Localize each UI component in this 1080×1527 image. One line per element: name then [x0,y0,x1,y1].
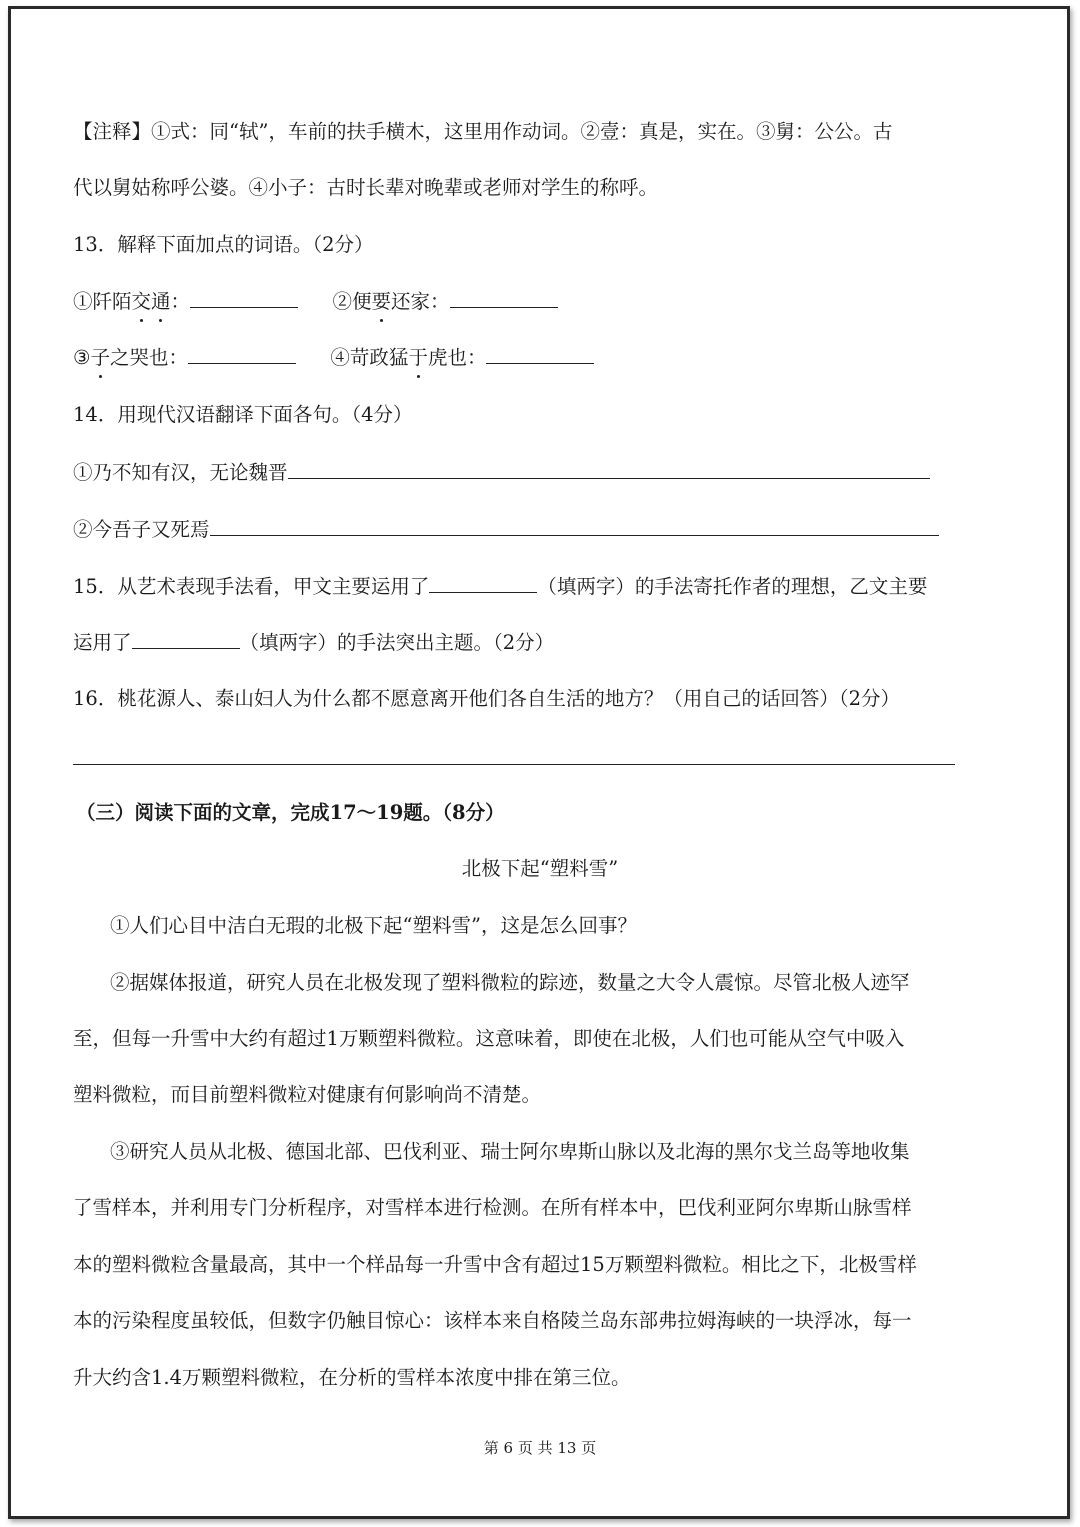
question-14-stem: 14．用现代汉语翻译下面各句。（4分） [73,403,413,426]
q15-blank-1[interactable] [429,572,537,593]
q13-item4-blank[interactable] [486,343,594,364]
q13-item2-dotted-char: 要 [371,290,391,313]
annotation-line-2: 代以舅姑称呼公婆。④小子：古时长辈对晚辈或老师对学生的称呼。 [73,176,659,199]
question-16-stem: 16．桃花源人、泰山妇人为什么都不愿意离开他们各自生活的地方？（用自己的话回答）（2分） [73,687,900,710]
q13-item4-dotted-char: 于 [408,346,428,369]
q16-answer-line[interactable] [73,764,955,765]
question-13-stem: 13．解释下面加点的词语。（2分） [73,233,374,256]
q13-item4-suffix: 虎也： [427,346,487,369]
question-13-row-2 [73,343,594,371]
article-title: 北极下起“塑料雪” [461,857,619,880]
q15-part2: （填两字）的手法寄托作者的理想，乙文主要 [537,575,928,598]
question-14-item-2 [73,515,939,543]
q13-item2-prefix: ②便 [332,290,372,313]
q13-item2-blank[interactable] [450,287,558,308]
article-paragraph-2-line-3: 塑料微粒，而目前塑料微粒对健康有何影响尚不清楚。 [73,1083,542,1106]
article-paragraph-1: ①人们心目中洁白无瑕的北极下起“塑料雪”，这是怎么回事？ [110,914,637,937]
q13-item3-prefix: ③ [73,346,91,369]
question-15-line-2 [73,628,554,656]
q14-item1-text: ①乃不知有汉，无论魏晋 [73,461,288,484]
q15-part3: 运用了 [73,631,132,654]
q14-item1-answer-line[interactable] [288,458,930,479]
q13-item1-prefix: ①阡陌 [73,290,132,313]
article-paragraph-3-line-3: 本的塑料微粒含量最高，其中一个样品每一升雪中含有超过15万颗塑料微粒。相比之下，北极雪样 [73,1253,917,1276]
section-3-heading: （三）阅读下面的文章，完成17～19题。（8分） [76,801,505,824]
q13-item2-suffix: 还家： [391,290,450,313]
q15-blank-2[interactable] [132,628,240,649]
article-paragraph-3-line-1: ③研究人员从北极、德国北部、巴伐利亚、瑞士阿尔卑斯山脉以及北海的黑尔戈兰岛等地收集 [110,1140,910,1163]
article-paragraph-3-line-5: 升大约含1.4万颗塑料微粒，在分析的雪样本浓度中排在第三位。 [73,1366,631,1389]
q13-item3-blank[interactable] [188,343,296,364]
q13-item4-prefix: ④苛政猛 [330,346,409,369]
question-13-row-1 [73,287,558,315]
article-paragraph-2-line-1: ②据媒体报道，研究人员在北极发现了塑料微粒的踪迹，数量之大令人震惊。尽管北极人迹罕 [110,971,910,994]
annotation-line-1: 【注释】①式：同“轼”，车前的扶手横木，这里用作动词。②壹：真是，实在。③舅：公公。古 [73,120,893,143]
q13-item1-dotted-char: 交 [131,290,152,313]
question-14-item-1 [73,458,930,486]
q13-item1-dotted-char-2: 通 [151,290,171,313]
q13-item1-blank[interactable] [190,287,298,308]
q15-part1: 15．从艺术表现手法看，甲文主要运用了 [73,575,430,598]
q14-item2-answer-line[interactable] [210,515,939,536]
question-15-line-1 [73,572,927,600]
q14-item2-text: ②今吾子又死焉 [73,518,210,541]
article-paragraph-2-line-2: 至，但每一升雪中大约有超过1万颗塑料微粒。这意味着，即使在北极，人们也可能从空气中吸入 [73,1027,905,1050]
q13-item3-dotted-char: 子 [90,346,110,369]
article-paragraph-3-line-2: 了雪样本，并利用专门分析程序，对雪样本进行检测。在所有样本中，巴伐利亚阿尔卑斯山脉雪样 [73,1196,912,1219]
q13-item3-suffix: 之哭也： [110,346,189,369]
q15-part4: （填两字）的手法突出主题。（2分） [239,631,555,654]
q13-item1-colon: ： [170,290,191,313]
article-paragraph-3-line-4: 本的污染程度虽较低，但数字仍触目惊心：该样本来自格陵兰岛东部弗拉姆海峡的一块浮冰，每一 [73,1309,912,1332]
page-number: 第 6 页 共 13 页 [483,1439,597,1457]
